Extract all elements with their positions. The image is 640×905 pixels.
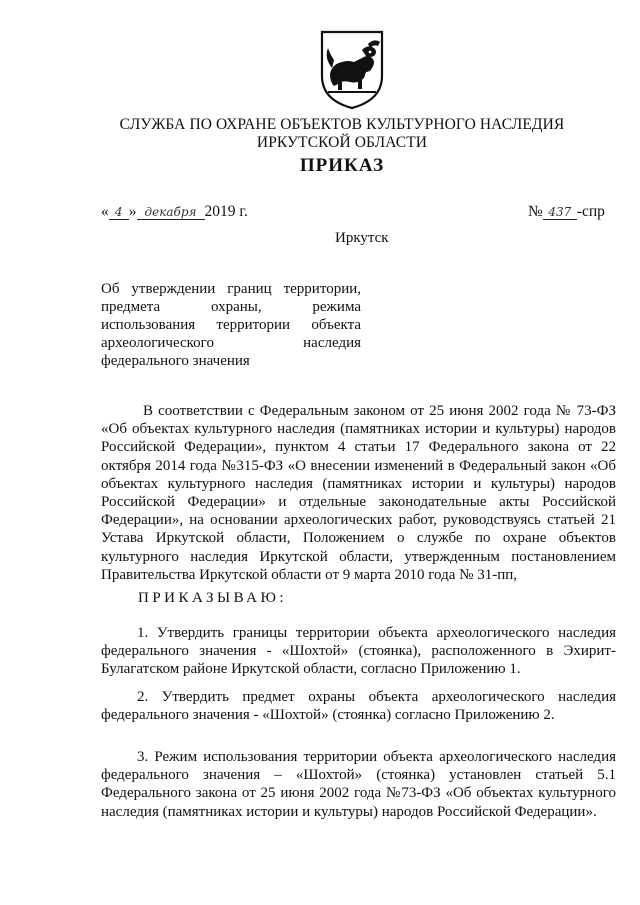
number-prefix: № xyxy=(528,203,543,220)
preamble-paragraph: В соответствии с Федеральным законом от 25 июня 2002 года № 73-ФЗ «Об объектах культурного наследия (памятниках истории и культуры) народов Российской Федерации», пунктом 4 статьи 17 Федерального закона от 22 октября 2014 года №315-ФЗ «О внесении изменений в Федеральный закон «Об объектах культурного наследия (памятниках истории и культуры) народов Российской Федерации» и отдельные законодательные акты Российской Федерации», на основании археологических работ, руководствуясь статьей 21 Устава Иркутской области, Положением о службе по охране объектов культурного наследия Иркутской области, утвержденным постановлением Правительства Иркутской области от 9 марта 2010 года № 31-пп, xyxy=(101,403,616,583)
order-subject xyxy=(101,280,361,370)
date-year: 2019 г. xyxy=(204,203,248,220)
coat-of-arms-icon xyxy=(318,28,386,110)
date-day-handwritten: 4 xyxy=(109,206,129,220)
date-month-handwritten: декабря xyxy=(137,206,205,220)
order-date xyxy=(101,203,248,221)
document-type-title: ПРИКАЗ xyxy=(299,155,385,176)
order-item: 2. Утвердить предмет охраны объекта археологического наследия федерального значения - «Шохтой» (стоянка) согласно Приложению 2. xyxy=(101,689,616,724)
agency-name-line-1: СЛУЖБА ПО ОХРАНЕ ОБЪЕКТОВ КУЛЬТУРНОГО НАСЛЕДИЯ xyxy=(119,116,565,133)
agency-name-line-2: ИРКУТСКОЙ ОБЛАСТИ xyxy=(256,134,428,151)
subject-line: Об утверждении границ территории, xyxy=(101,281,361,297)
date-open-quote: « xyxy=(101,203,109,220)
order-item: 3. Режим использования территории объекта археологического наследия федерального значения – «Шохтой» (стоянка) установлен статьей 5.1 Федерального закона от 25 июня 2002 года №73-ФЗ «Об объектах культурного наследия (памятниках истории и культуры) народов Российской Федерации». xyxy=(101,749,616,820)
subject-line: предмета охраны, режима xyxy=(101,299,361,315)
order-item: 1. Утвердить границы территории объекта археологического наследия федерального значения - «Шохтой» (стоянка), расположенного в Эхирит-Булагатском районе Иркутской области, согласно Приложению 1. xyxy=(101,625,616,678)
subject-line: археологического наследия xyxy=(101,335,361,351)
subject-line: федерального значения xyxy=(101,353,250,369)
decree-heading: ПРИКАЗЫВАЮ: xyxy=(138,590,288,606)
number-suffix: -спр xyxy=(576,203,605,220)
subject-line: использования территории объекта xyxy=(101,317,361,333)
order-number xyxy=(528,203,605,221)
city-name: Иркутск xyxy=(335,230,389,246)
date-close-quote: » xyxy=(128,203,137,220)
number-handwritten: 437 xyxy=(543,206,577,220)
